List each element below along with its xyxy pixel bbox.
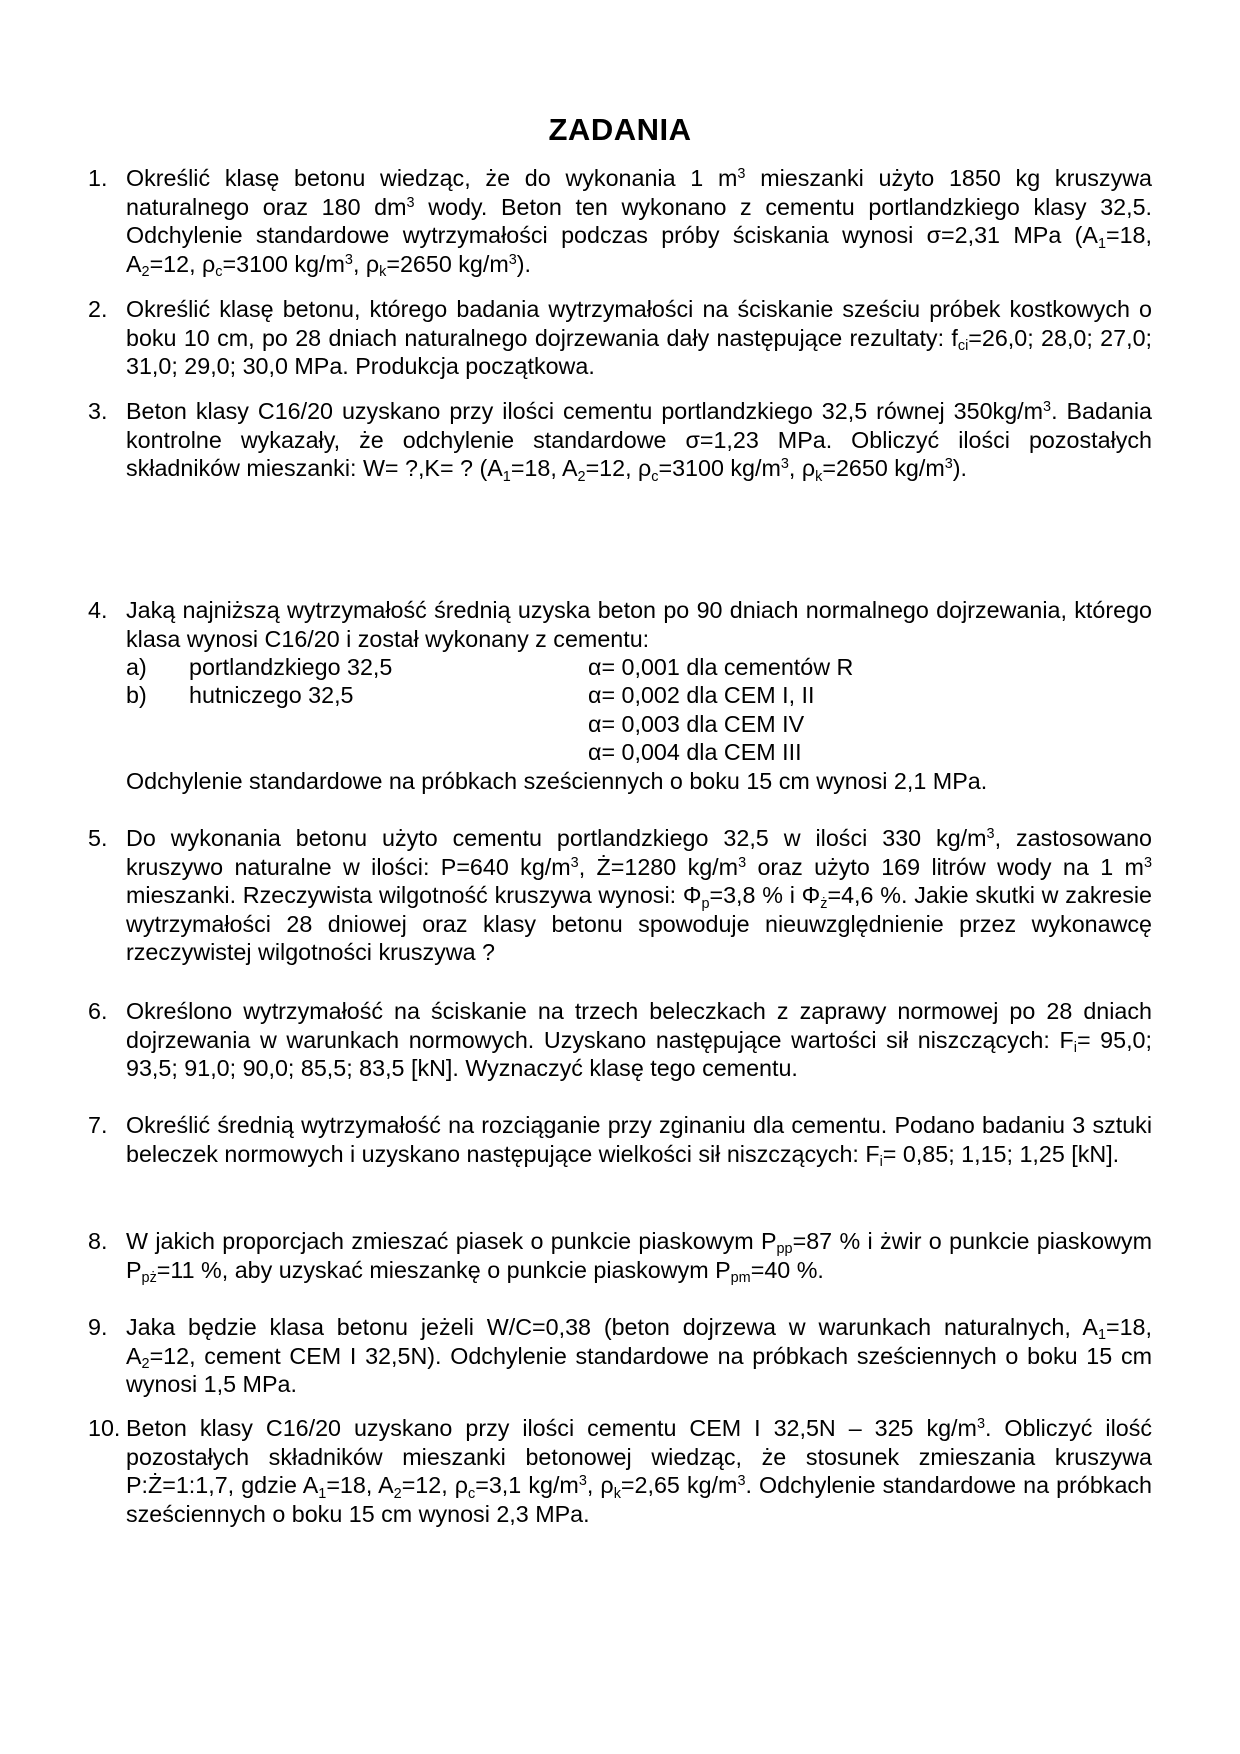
page-title: ZADANIA <box>548 112 692 147</box>
task-4-outro: Odchylenie standardowe na próbkach sześciennych o boku 15 cm wynosi 2,1 MPa. <box>126 768 988 795</box>
task-text: W jakich proporcjach zmieszać piasek o punkcie piaskowym $P_{pp}=87$ % i żwir o punkcie piaskowym $P_{pż}=11$ %, aby uzyskać mieszankę o punkcie piaskowym $P_{pm}=40$ %. <box>126 1228 1152 1286</box>
task-number: 9. <box>88 1314 108 1340</box>
task-10 <box>88 1414 1152 1528</box>
option-letter: a) <box>126 654 147 681</box>
option-letter: b) <box>126 682 147 709</box>
task-text: Beton klasy C16/20 uzyskano przy ilości cementu portlandzkiego 32,5 równej $350kg/m^3$. Badania kontrolne wykazały, że odchylenie standardowe σ=1,23 MPa. Obliczyć ilości pozostałych składników mieszanki: W= ?,K= ? ($A_1=18$, $A_2=12$, $\rho_c=3100$ $kg/m^3$, $\rho_k=2650$ $kg/m^3$). <box>126 398 1153 485</box>
task-text: Określić klasę betonu wiedząc, że do wykonania 1 $m^3$ mieszanki użyto 1850 kg kruszywa naturalnego oraz 180 $dm^3$ wody. Beton ten wykonano z cementu portlandzkiego klasy 32,5. Odchylenie standardowe wytrzymałości podczas próby ściskania wynosi σ=2,31 MPa ($A_1=18$, $A_2=12$, $\rho_c=3100$ $kg/m^3$, $\rho_k=2650$ $kg/m^3$). <box>126 165 1153 281</box>
alpha-coefficient: α= 0,002 dla CEM I, II <box>588 682 815 709</box>
task-number: 2. <box>88 296 108 322</box>
task-text: Beton klasy C16/20 uzyskano przy ilości cementu CEM I 32,5N – 325 $kg/m^3$. Obliczyć ilość pozostałych składników mieszanki betonowej wiedząc, że stosunek zmieszania kruszywa P:Ż=1:1,7, gdzie $A_1=18$, $A_2=12$, $\rho_c=3,1$ $kg/m^3$, $\rho_k=2,65$ $kg/m^3$. Odchylenie standardowe na próbkach sześciennych o boku 15 cm wynosi 2,3 MPa. <box>126 1415 1153 1527</box>
task-text <box>126 596 1152 796</box>
task-4 <box>88 596 1152 796</box>
task-4-options <box>126 653 1152 767</box>
task-1 <box>88 164 1153 281</box>
task-4-intro: Jaką najniższą wytrzymałość średnią uzyska beton po 90 dniach normalnego dojrzewania, którego klasa wynosi C16/20 i został wykonany z cementu: <box>126 597 1152 652</box>
task-text: Określić średnią wytrzymałość na rozciąganie przy zginaniu dla cementu. Podano badaniu 3 sztuki beleczek normowych i uzyskano następujące wielkości sił niszczących: $F_i= 0,85$; 1,15; 1,25 [kN]. <box>126 1112 1152 1170</box>
task-number: 10. <box>88 1415 121 1441</box>
option-text: portlandzkiego 32,5 <box>189 654 393 681</box>
option-text: hutniczego 32,5 <box>189 682 354 709</box>
task-7 <box>88 1111 1152 1168</box>
task-6 <box>88 997 1152 1083</box>
task-text: Określić klasę betonu, którego badania wytrzymałości na ściskanie sześciu próbek kostkowych o boku 10 cm, po 28 dniach naturalnego dojrzewania dały następujące rezultaty: $f_{ci}=26,0$; 28,0; 27,0; 31,0; 29,0; 30,0 MPa. Produkcja początkowa. <box>126 296 1152 380</box>
task-text: Określono wytrzymałość na ściskanie na trzech beleczkach z zaprawy normowej po 28 dniach dojrzewania w warunkach normowych. Uzyskano następujące wartości sił niszczących: $F_i= 95,0$; 93,5; 91,0; 90,0; 85,5; 83,5 [kN]. Wyznaczyć klasę tego cementu. <box>126 998 1152 1082</box>
task-5 <box>88 824 1152 967</box>
task-number: 7. <box>88 1112 108 1138</box>
alpha-coefficient: α= 0,004 dla CEM III <box>588 739 802 766</box>
task-text: Do wykonania betonu użyto cementu portlandzkiego 32,5 w ilości 330 $kg/m^3$, zastosowano kruszywo naturalne w ilości: P=640 $kg/m^3$, Ż=1280 $kg/m^3$ oraz użyto 169 litrów wody na 1 $m^3$ mieszanki. Rzeczywista wilgotność kruszywa wynosi: $\Phi_p=3,8$ % i $\Phi_ż=4,6$ %. Jakie skutki w zakresie wytrzymałości 28 dniowej oraz klasy betonu spowoduje nieuwzględnienie przez wykonawcę rzeczywistej wilgotności kruszywa ? <box>126 825 1152 966</box>
task-3 <box>88 397 1152 483</box>
task-text: Jaka będzie klasa betonu jeżeli W/C=0,38 (beton dojrzewa w warunkach naturalnych, $A_1=18$, $A_2=12$, cement CEM I 32,5N). Odchylenie standardowe na próbkach sześciennych o boku 15 cm wynosi 1,5 MPa. <box>126 1314 1152 1398</box>
task-number: 8. <box>88 1228 108 1254</box>
task-2 <box>88 295 1152 381</box>
task-number: 6. <box>88 998 108 1024</box>
alpha-coefficient: α= 0,003 dla CEM IV <box>588 711 805 738</box>
alpha-coefficient: α= 0,001 dla cementów R <box>588 654 854 681</box>
task-number: 1. <box>88 165 108 191</box>
task-9 <box>88 1313 1152 1399</box>
task-number: 3. <box>88 398 108 424</box>
task-number: 5. <box>88 825 108 851</box>
task-8 <box>88 1227 1152 1284</box>
task-number: 4. <box>88 597 108 623</box>
